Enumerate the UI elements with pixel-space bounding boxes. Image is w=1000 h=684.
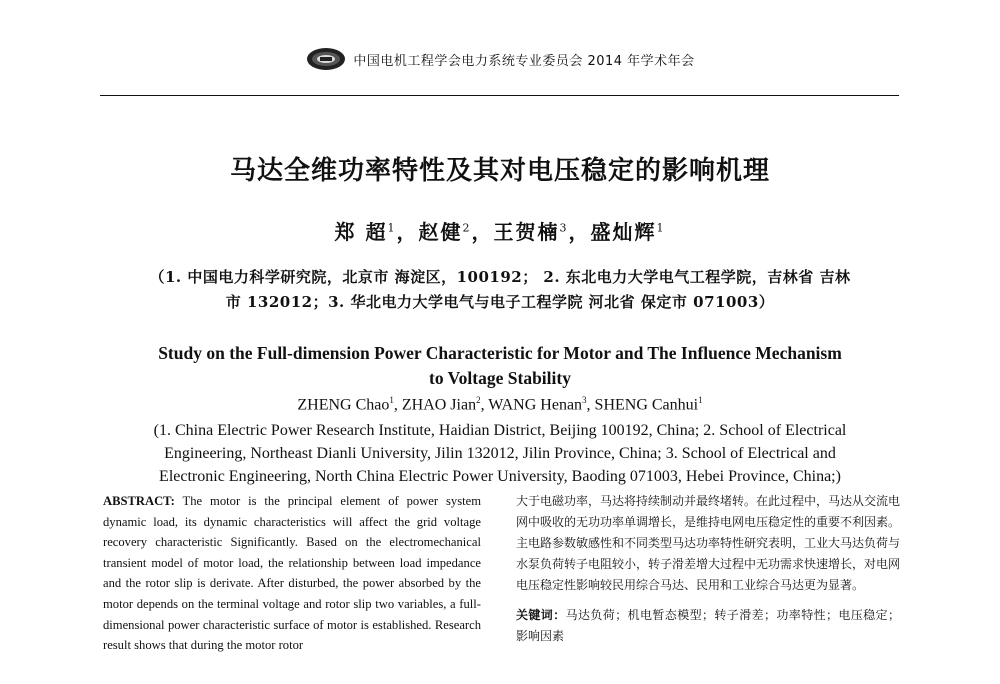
- keywords-label: 关键词：: [516, 608, 566, 622]
- author-cn: 赵健: [418, 220, 463, 244]
- author-en: WANG Henan: [488, 396, 583, 414]
- affiliations-en: [105, 419, 895, 488]
- affiliation-en-line: Engineering, Northeast Dianli University, Jilin 132012, Jilin Province, China; 3. School of Electrical and: [164, 445, 836, 462]
- title-en-line: to Voltage Stability: [429, 368, 571, 388]
- author-cn: 王贺楠: [493, 220, 560, 244]
- affiliation-en-line: Electronic Engineering, North China Electric Power University, Baoding 071003, Hebei Province, China;): [159, 468, 841, 485]
- conference-logo-icon: [305, 46, 347, 72]
- author-cn: 盛灿辉: [590, 220, 657, 244]
- author-cn-sup: 2: [462, 221, 472, 235]
- header-text: 中国电机工程学会电力系统专业委员会 2014 年学术年会: [353, 53, 695, 69]
- author-en-sup: 2: [476, 395, 481, 405]
- authors-en: ZHENG Chao$^1$, ZHAO Jian$^2$, WANG Henan$^3$, SHENG Canhui$^1$: [297, 395, 703, 414]
- abstract-cn-column: [516, 491, 900, 647]
- affiliation-cn-line: （1. 中国电力科学研究院，北京市 海淀区，100192； 2. 东北电力大学电气工程学院，吉林省 吉林: [149, 268, 851, 286]
- affiliations-cn: [105, 265, 895, 315]
- paper-title-en: [100, 341, 900, 391]
- affiliation-cn-line: 市 132012；3. 华北电力大学电气与电子工程学院 河北省 保定市 071003）: [225, 293, 775, 311]
- author-cn-sup: 3: [559, 221, 569, 235]
- author-cn: 郑 超: [334, 220, 388, 244]
- author-en-sup: 3: [582, 395, 587, 405]
- author-en-sup: 1: [698, 395, 703, 405]
- abstract-en: [103, 491, 481, 656]
- conference-header: [0, 46, 1000, 72]
- title-en-line: Study on the Full-dimension Power Characteristic for Motor and The Influence Mechanism: [158, 343, 842, 363]
- author-cn-sup: 1: [387, 221, 397, 235]
- author-en: ZHAO Jian: [401, 396, 477, 414]
- abstract-en-text: The motor is the principal element of power system dynamic load, its dynamic characteristics will affect the grid voltage recovery characteristic Significantly. Based on the electromechanical transient model of motor load, the relationship between load impedance and the rotor slip is derivate. After disturbed, the power absorbed by the motor depends on the terminal voltage and rotor slip two variables, a full-dimensional power characteristic surface of motor is established. Research result shows that during the motor rotor: [103, 494, 481, 653]
- author-en: ZHENG Chao: [297, 396, 390, 414]
- header-divider: [100, 95, 899, 96]
- author-en: SHENG Canhui: [594, 396, 699, 414]
- author-en-sup: 1: [389, 395, 394, 405]
- abstract-cn-text: 大于电磁功率，马达将持续制动并最终堵转。在此过程中，马达从交流电网中吸收的无功功率单调增长，是维持电网电压稳定性的重要不利因素。主电路参数敏感性和不同类型马达功率特性研究表明，工业大马达负荷与水泵负荷转子电阻较小，转子滑差增大过程中无功需求快速增长，对电网电压稳定性影响较民用综合马达、民用和工业综合马达更为显著。: [516, 494, 901, 592]
- keywords-text: 马达负荷；机电暂态模型；转子滑差；功率特性；电压稳定；影响因素: [516, 608, 900, 643]
- abstract-label: ABSTRACT:: [103, 494, 175, 508]
- authors-cn: 郑 超$^1$，赵健$^2$，王贺楠$^3$，盛灿辉$^1$: [334, 220, 666, 244]
- keywords-cn: [516, 605, 900, 647]
- paper-title-cn: 马达全维功率特性及其对电压稳定的影响机理: [229, 156, 770, 186]
- affiliation-en-line: (1. China Electric Power Research Institute, Haidian District, Beijing 100192, China; 2. School of Electrical: [153, 422, 847, 439]
- author-cn-sup: 1: [656, 221, 666, 235]
